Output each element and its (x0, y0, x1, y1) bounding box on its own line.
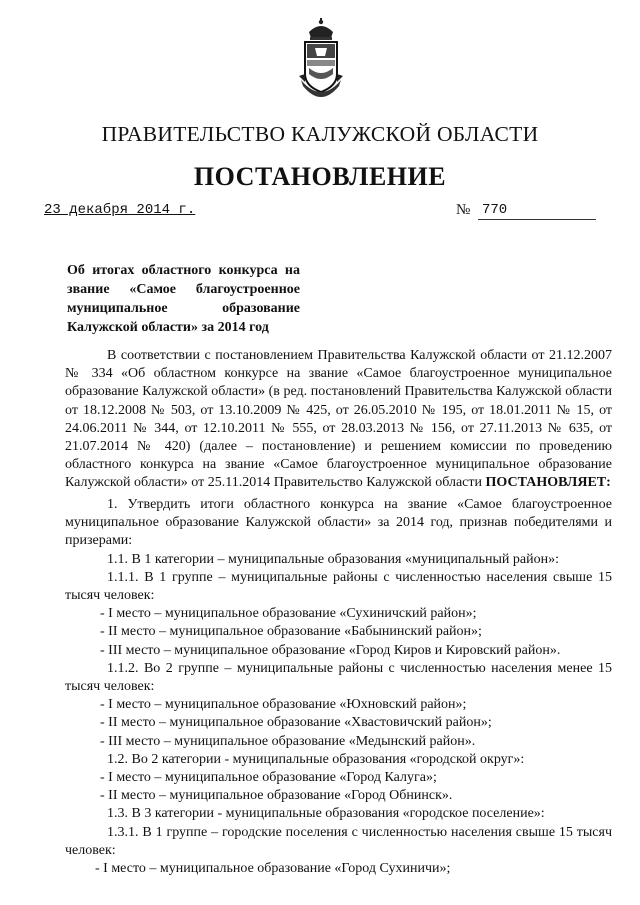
list-item: - I место – муниципальное образование «Город Сухиничи»; (95, 861, 451, 877)
decree-word: ПОСТАНОВЛЯЕТ: (485, 475, 611, 491)
item-1-2: 1.2. Во 2 категории - муниципальные образования «городской округ»: (107, 751, 525, 767)
list-item: - II место – муниципальное образование «Город Обнинск». (100, 788, 453, 804)
subject-line: Об итогах областного конкурса на (67, 263, 300, 278)
item-1-1: 1.1. В 1 категории – муниципальные образования «муниципальный район»: (107, 551, 559, 567)
preamble (65, 347, 612, 493)
list-item: - I место – муниципальное образование «Город Калуга»; (100, 770, 437, 786)
list-item: - II место – муниципальное образование «Бабынинский район»; (100, 624, 482, 640)
number-underline (478, 219, 596, 220)
item-1-3-1: 1.3.1. В 1 группе – городские поселения с численностью населения свыше 15 тысяч человек: (65, 824, 612, 858)
subject-line: звание «Самое благоустроенное (67, 282, 300, 297)
document-number (456, 202, 596, 222)
list-item: - III место – муниципальное образование «Город Киров и Кировский район». (100, 642, 561, 658)
list-item: - I место – муниципальное образование «Сухиничский район»; (100, 606, 477, 622)
number-value: 770 (482, 202, 508, 218)
list-item: - II место – муниципальное образование «Хвастовичский район»; (100, 715, 492, 731)
preamble-paragraph (65, 347, 612, 493)
resolution-subject (67, 261, 300, 337)
government-name: ПРАВИТЕЛЬСТВО КАЛУЖСКОЙ ОБЛАСТИ (101, 122, 539, 146)
preamble-text: В соответствии с постановлением Правительства Калужской области от 21.12.2007 № 334 «Об областном конкурсе на звание «Самое благоустроенное муниципальное образование Калужской области» (в ред. постановлений Правительства Калужской области от 18.12.2008 № 503, от 13.10.2009 № 425, от 26.05.2010 № 195, от 18.01.2011 № 15, от 24.06.2011 № 344, от 12.10.2011 № 555, от 28.03.2013 № 156, от 27.11.2013 № 635, от 21.07.2014 № 420) (далее – постановление) и решением комиссии по проведению областного конкурса на звание «Самое благоустроенное муниципальное образование Калужской области» от 25.11.2014 Правительство Калужской области (65, 348, 612, 491)
item-1-1-1: 1.1.1. В 1 группе – муниципальные районы с численностью населения свыше 15 тысяч человек: (65, 569, 612, 604)
document-type-title: ПОСТАНОВЛЕНИЕ (193, 162, 447, 191)
subject-line: муниципальное образование (67, 301, 300, 316)
list-item: - I место – муниципальное образование «Юхновский район»; (100, 697, 467, 713)
resolution-items (65, 496, 612, 878)
number-sign: № (456, 202, 471, 218)
document-date: 23 декабря 2014 г. (44, 202, 196, 218)
item-1-3: 1.3. В 3 категории - муниципальные образования «городское поселение»: (107, 806, 545, 822)
coat-of-arms-emblem (295, 18, 347, 108)
subject-line: Калужской области» за 2014 год (67, 320, 269, 335)
item-1-1-2: 1.1.2. Во 2 группе – муниципальные районы с численностью населения менее 15 тысяч человек: (65, 660, 612, 695)
list-item: - III место – муниципальное образование «Медынский район». (100, 733, 476, 749)
item-1: 1. Утвердить итоги областного конкурса на звание «Самое благоустроенное муниципальное образование Калужской области» за 2014 год, признав победителями и призерами: (65, 497, 612, 549)
